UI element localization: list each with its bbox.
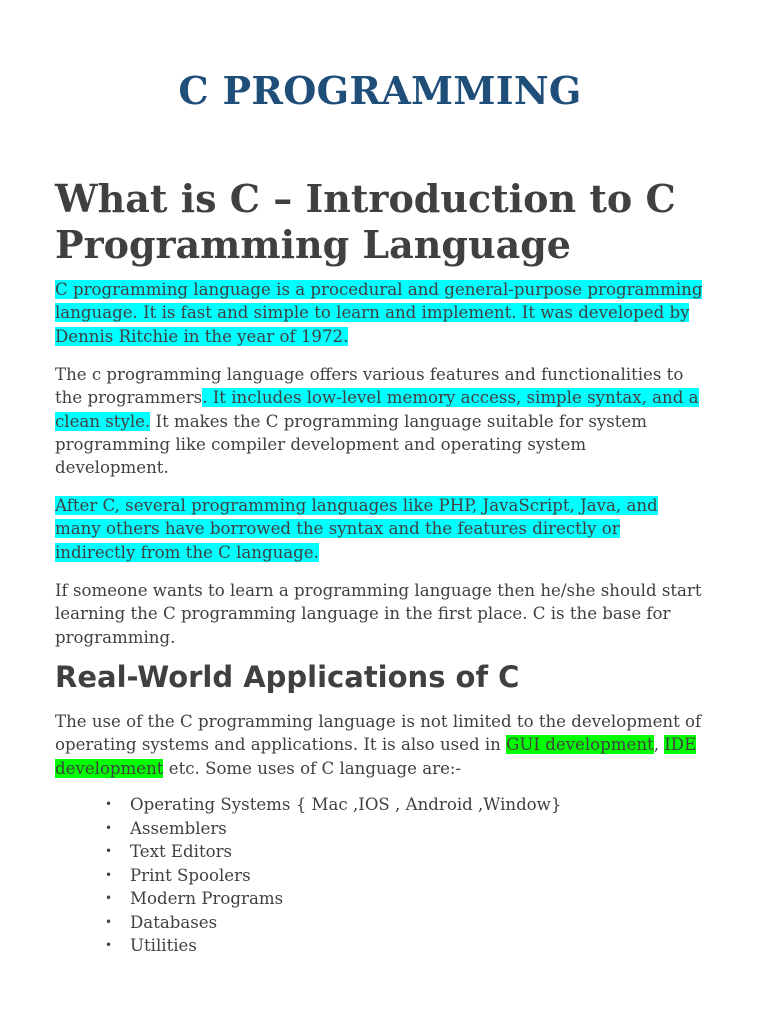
bullet-icon: •: [105, 797, 113, 811]
highlighted-text: . It includes low-level memory access, simple syntax, and a clean style.: [55, 388, 699, 431]
bullet-icon: •: [105, 891, 113, 905]
highlighted-text: After C, several programming languages like PHP, JavaScript, Java, and many others have borrowed the syntax and the features directly or indirectly from the C language.: [55, 496, 658, 562]
list-item-text: Operating Systems { Mac ,IOS , Android ,Window}: [130, 795, 562, 814]
bullet-icon: •: [105, 867, 113, 882]
list-item: [55, 840, 561, 864]
list-item: [55, 793, 561, 817]
paragraph-features: [55, 363, 705, 479]
bullet-icon: •: [105, 820, 113, 835]
paragraph-text: etc. Some uses of C language are:-: [163, 758, 462, 778]
list-item: [55, 864, 561, 888]
bullet-icon: •: [105, 914, 113, 929]
paragraph-applications: [55, 710, 705, 780]
list-item: [55, 934, 561, 958]
list-item: [55, 817, 561, 841]
list-item-text: Print Spoolers: [130, 865, 251, 885]
bullet-icon: •: [105, 938, 113, 952]
separator-text: ,: [653, 735, 665, 755]
document-title: C PROGRAMMING: [178, 68, 582, 113]
list-item-text: Databases: [130, 912, 218, 932]
paragraph-text: The use of the C programming language is not limited to the development of operating systems and applications. It is also used in: [55, 712, 702, 755]
paragraph-text: The c programming language offers various features and functionalities to the programmers: [55, 365, 684, 408]
uses-list: [55, 793, 561, 958]
list-item-text: Utilities: [130, 936, 197, 955]
list-item-text: Text Editors: [130, 842, 233, 861]
list-item: [55, 887, 561, 911]
highlighted-text: C programming language is a procedural and general-purpose programming language. It is fast and simple to learn and implement. It was developed by Dennis Ritchie in the year of 1972.: [55, 280, 703, 346]
section-heading-introduction: What is C – Introduction to C Programming Language: [55, 176, 676, 267]
section-heading-applications: Real-World Applications of C: [55, 660, 520, 694]
paragraph-influence: [55, 494, 705, 564]
highlighted-text-ide: IDE development: [55, 735, 697, 778]
paragraph-intro: [55, 278, 705, 348]
paragraph-text: It makes the C programming language suitable for system programming like compiler development and operating system development.: [55, 411, 647, 478]
list-item: [55, 911, 561, 935]
list-item-text: Assemblers: [130, 818, 227, 838]
highlighted-text-gui: GUI development: [506, 735, 654, 755]
paragraph-learning: If someone wants to learn a programming language then he/she should start learning the C programming language in the first place. C is the base for programming.: [55, 581, 702, 647]
list-item-text: Modern Programs: [130, 889, 284, 908]
bullet-icon: •: [105, 844, 113, 858]
